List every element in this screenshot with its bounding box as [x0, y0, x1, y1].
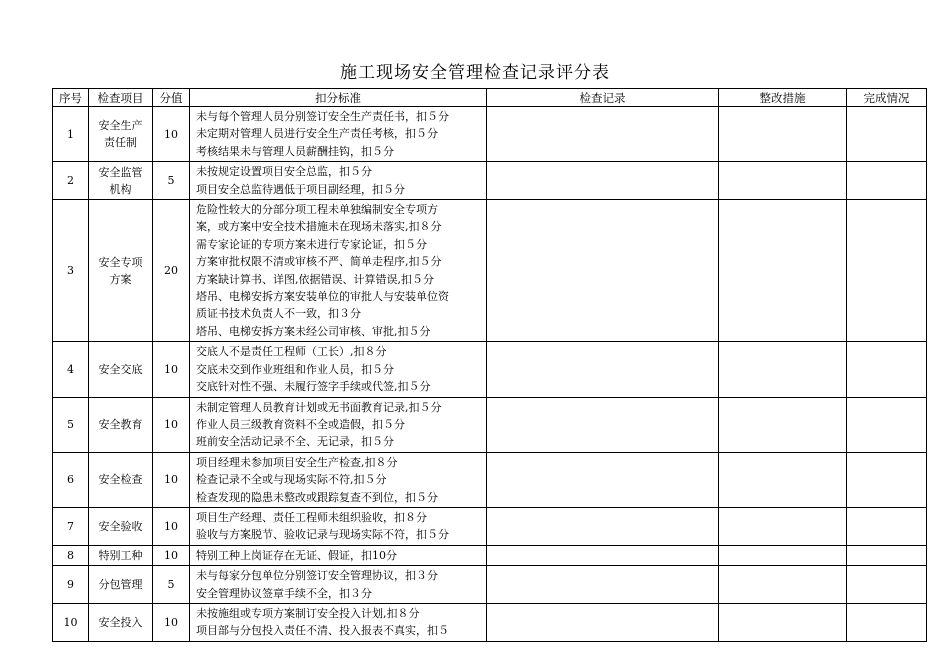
score-value: 10 [153, 107, 190, 162]
rectification-cell [719, 342, 847, 397]
completion-cell [847, 545, 927, 565]
header-criteria: 扣分标准 [190, 89, 487, 107]
criteria-line: 作业人员三级教育资料不全或造假，扣５分 [196, 417, 405, 431]
score-value: 10 [153, 452, 190, 507]
page-title: 施工现场安全管理检查记录评分表 [340, 63, 610, 83]
rectification-cell [719, 507, 847, 545]
check-record-cell [487, 107, 719, 162]
check-item [89, 397, 153, 452]
check-item [89, 603, 153, 641]
completion-cell [847, 162, 927, 200]
deduction-criteria [190, 342, 487, 397]
check-record-cell [487, 162, 719, 200]
header-measures: 整改措施 [719, 89, 847, 107]
row-number: 5 [53, 397, 89, 452]
check-item [89, 545, 153, 565]
criteria-line: 未制定管理人员教育计划或无书面教育记录,扣５分 [196, 400, 442, 414]
deduction-criteria [190, 566, 487, 604]
criteria-line: 项目部与分包投入责任不清、投入报表不真实，扣５ [196, 624, 449, 638]
check-item-line: 安全生产 [98, 119, 143, 133]
row-number: 4 [53, 342, 89, 397]
rectification-cell [719, 452, 847, 507]
criteria-line: 未按规定设置项目安全总监，扣５分 [196, 165, 372, 179]
check-item-line: 责任制 [104, 136, 137, 150]
criteria-line: 未定期对管理人员进行安全生产责任考核，扣５分 [196, 127, 438, 141]
check-item-line: 安全投入 [98, 615, 143, 629]
check-item-line: 方案 [109, 272, 132, 286]
criteria-line: 检查记录不全或与现场实际不符,扣５分 [196, 473, 387, 487]
criteria-line: 班前安全活动记录不全、无记录，扣５分 [196, 435, 394, 449]
check-item-line: 机构 [109, 182, 132, 196]
completion-cell [847, 452, 927, 507]
criteria-line: 未按施组或专项方案制订安全投入计划,扣８分 [196, 606, 420, 620]
score-table [52, 88, 927, 642]
check-item-line: 特别工种 [98, 548, 143, 562]
row-number: 6 [53, 452, 89, 507]
completion-cell [847, 566, 927, 604]
check-record-cell [487, 452, 719, 507]
deduction-criteria [190, 507, 487, 545]
table-row [53, 452, 927, 507]
score-value: 10 [153, 397, 190, 452]
deduction-criteria [190, 200, 487, 342]
check-item-line: 安全验收 [98, 519, 143, 533]
check-item-line: 安全检查 [98, 473, 143, 487]
check-item-line: 安全监管 [98, 165, 143, 179]
header-record: 检查记录 [487, 89, 719, 107]
table-row [53, 545, 927, 565]
score-value: 10 [153, 507, 190, 545]
check-record-cell [487, 566, 719, 604]
criteria-line: 质证书技术负责人不一致，扣３分 [196, 307, 361, 321]
criteria-line: 交底针对性不强、未履行签字手续或代签,扣５分 [196, 380, 431, 394]
score-value: 20 [153, 200, 190, 342]
table-row [53, 507, 927, 545]
rectification-cell [719, 566, 847, 604]
table-row [53, 107, 927, 162]
row-number: 9 [53, 566, 89, 604]
criteria-line: 危险性较大的分部分项工程未单独编制安全专项方 [196, 203, 438, 217]
check-record-cell [487, 545, 719, 565]
check-item [89, 507, 153, 545]
header-status: 完成情况 [847, 89, 927, 107]
check-record-cell [487, 507, 719, 545]
check-record-cell [487, 342, 719, 397]
score-value: 10 [153, 603, 190, 641]
score-value: 10 [153, 545, 190, 565]
table-row [53, 603, 927, 641]
criteria-line: 方案缺计算书、详图,依据错误、计算错误,扣５分 [196, 272, 434, 286]
criteria-line: 方案审批权限不清或审核不严、简单走程序,扣５分 [196, 255, 442, 269]
completion-cell [847, 507, 927, 545]
completion-cell [847, 107, 927, 162]
row-number: 2 [53, 162, 89, 200]
table-row [53, 342, 927, 397]
completion-cell [847, 603, 927, 641]
header-item: 检查项目 [89, 89, 153, 107]
check-item [89, 162, 153, 200]
rectification-cell [719, 545, 847, 565]
criteria-line: 塔吊、电梯安拆方案未经公司审核、审批,扣５分 [196, 324, 431, 338]
check-item-line: 安全交底 [98, 362, 143, 376]
criteria-line: 安全管理协议签章手续不全，扣３分 [196, 586, 372, 600]
check-item [89, 107, 153, 162]
score-value: 10 [153, 342, 190, 397]
check-item-line: 安全专项 [98, 255, 143, 269]
check-record-cell [487, 397, 719, 452]
row-number: 1 [53, 107, 89, 162]
rectification-cell [719, 397, 847, 452]
criteria-line: 需专家论证的专项方案未进行专家论证，扣５分 [196, 237, 427, 251]
check-item [89, 200, 153, 342]
header-row [53, 89, 927, 107]
criteria-line: 交底未交到作业班组和作业人员，扣５分 [196, 362, 394, 376]
check-item [89, 342, 153, 397]
criteria-line: 项目安全总监待遇低于项目副经理，扣５分 [196, 182, 405, 196]
criteria-line: 特别工种上岗证存在无证、假证，扣10分 [196, 548, 397, 562]
check-item [89, 452, 153, 507]
check-item-line: 安全教育 [98, 418, 143, 432]
check-record-cell [487, 603, 719, 641]
table-row [53, 566, 927, 604]
table-row [53, 397, 927, 452]
criteria-line: 验收与方案脱节、验收记录与现场实际不符，扣５分 [196, 528, 449, 542]
completion-cell [847, 200, 927, 342]
deduction-criteria [190, 162, 487, 200]
rectification-cell [719, 200, 847, 342]
header-no: 序号 [53, 89, 89, 107]
row-number: 8 [53, 545, 89, 565]
criteria-line: 考核结果未与管理人员薪酬挂钩，扣５分 [196, 144, 394, 158]
check-record-cell [487, 200, 719, 342]
check-item-line: 分包管理 [98, 578, 143, 592]
row-number: 10 [53, 603, 89, 641]
deduction-criteria [190, 603, 487, 641]
row-number: 7 [53, 507, 89, 545]
criteria-line: 案，或方案中安全技术措施未在现场未落实,扣８分 [196, 220, 442, 234]
rectification-cell [719, 162, 847, 200]
score-value: 5 [153, 566, 190, 604]
deduction-criteria [190, 397, 487, 452]
table-row [53, 162, 927, 200]
criteria-line: 塔吊、电梯安拆方案安装单位的审批人与安装单位资 [196, 290, 449, 304]
criteria-line: 未与每个管理人员分别签订安全生产责任书，扣５分 [196, 110, 449, 123]
criteria-line: 交底人不是责任工程师（工长）,扣８分 [196, 345, 387, 359]
criteria-line: 项目生产经理、责任工程师未组织验收，扣８分 [196, 510, 427, 524]
rectification-cell [719, 107, 847, 162]
row-number: 3 [53, 200, 89, 342]
deduction-criteria [190, 107, 487, 162]
deduction-criteria [190, 545, 487, 565]
criteria-line: 检查发现的隐患未整改或跟踪复查不到位，扣５分 [196, 490, 438, 504]
deduction-criteria [190, 452, 487, 507]
header-score: 分值 [153, 89, 190, 107]
completion-cell [847, 397, 927, 452]
rectification-cell [719, 603, 847, 641]
check-item [89, 566, 153, 604]
table-row [53, 200, 927, 342]
score-value: 5 [153, 162, 190, 200]
criteria-line: 项目经理未参加项目安全生产检查,扣８分 [196, 455, 398, 469]
completion-cell [847, 342, 927, 397]
criteria-line: 未与每家分包单位分别签订安全管理协议，扣３分 [196, 569, 438, 583]
